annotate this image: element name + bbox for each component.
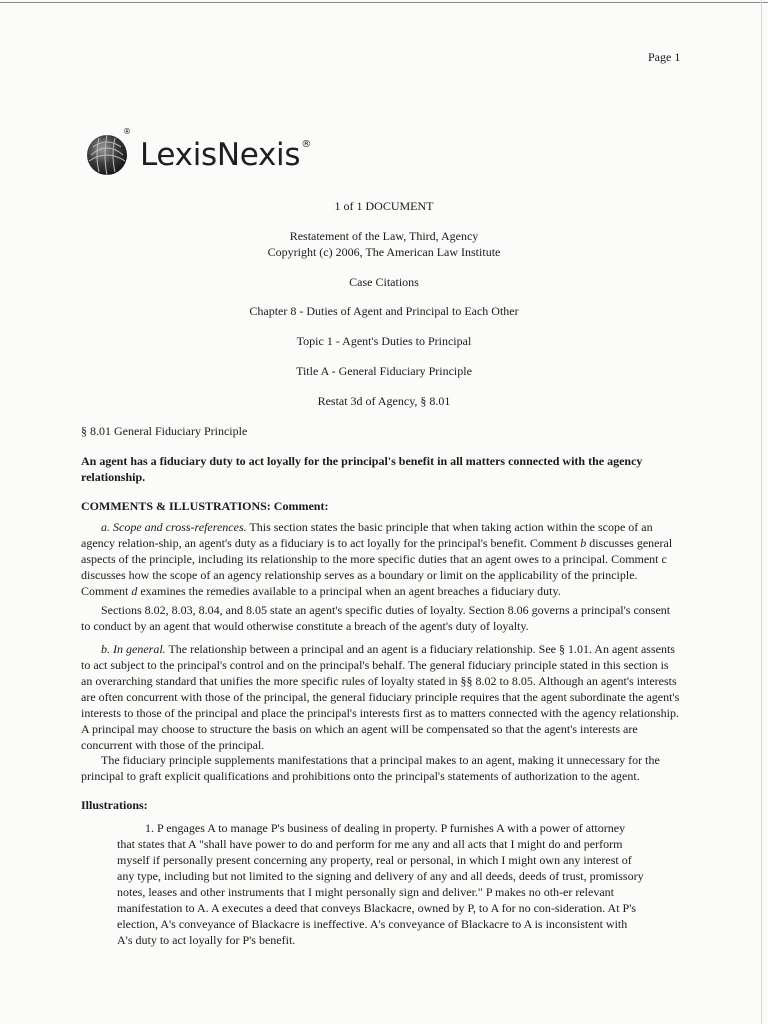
illustrations-heading: Illustrations: [81, 798, 148, 812]
restatement-citation: Restat 3d of Agency, § 8.01 [317, 394, 451, 408]
copyright-line: Copyright (c) 2006, The American Law Institute [267, 245, 501, 259]
publication-block [0, 228, 768, 260]
document-count: 1 of 1 DOCUMENT [334, 199, 434, 213]
black-letter-rule: An agent has a fiduciary duty to act loyally for the principal's benefit in all matters connected with the agency relationship. [81, 454, 643, 484]
title-heading: Title A - General Fiduciary Principle [296, 364, 472, 378]
topic-heading: Topic 1 - Agent's Duties to Principal [296, 334, 472, 348]
logo-wordmark: LexisNexis [140, 137, 301, 173]
comment-b-text: The relationship between a principal and an agent is a fiduciary relationship. See § 1.01. An agent assents to act subject to the principal's control and on the principal's behalf. The general fiduciary principle stated in this section is an overarching standard that unifies the more specific rules of loyalty stated in §§ 8.02 to 8.05. Although an agent's interests are often concurrent with those of the principal, the general fiduciary principle requires that the agent subordinate the agent's interests to those of the principal and place the principal's interests first as to matters connected with the agency relationship. A principal may choose to structure the basis on which an agent will be compensated so that the agent's interests are concurrent with those of the principal. [81, 642, 680, 752]
comment-b-label: b. In general. [101, 642, 166, 656]
comment-b-ref: b [580, 536, 587, 550]
comment-b-paragraph [81, 641, 681, 753]
comments-heading: COMMENTS & ILLUSTRATIONS: Comment: [81, 499, 329, 513]
publication-title: Restatement of the Law, Third, Agency [289, 229, 479, 243]
right-border-line [761, 0, 762, 1024]
comment-a-paragraph [81, 519, 681, 599]
illustration-1: 1. P engages A to manage P's business of dealing in property. P furnishes A with a power of attorney that states that A "shall have power to do and perform for me any and all acts that I might do and perform myself if personally present concerning any property, real or personal, in which I might own any interest of any type, including but not limited to the signing and delivery of any and all deeds, deeds of trust, promissory notes, leases and other instruments that I might personally sign and deliver." P makes no oth-er relevant manifestation to A. A executes a deed that conveys Blackacre, owned by P, to A for no con-sideration. At P's election, A's conveyance of Blackacre is ineffective. A's conveyance of Blackacre to A is inconsistent with A's duty to act loyally for P's benefit. [117, 821, 644, 947]
top-border-line [0, 2, 768, 3]
case-citations-heading: Case Citations [349, 275, 419, 289]
sections-paragraph: Sections 8.02, 8.03, 8.04, and 8.05 state an agent's specific duties of loyalty. Section 8.06 governs a principal's consent to conduct by an agent that would otherwise constitute a breach of the agent's duty of loyalty. [81, 603, 671, 633]
lexisnexis-logo [85, 127, 311, 177]
comment-a-text-3: examines the remedies available to a principal when an agent breaches a fiduciary duty. [137, 584, 561, 598]
logo-registered-mark-small: ® [123, 127, 131, 136]
page-number: Page 1 [648, 50, 681, 64]
logo-registered-mark: ® [301, 139, 312, 150]
chapter-heading: Chapter 8 - Duties of Agent and Principal to Each Other [249, 304, 519, 318]
supplement-paragraph: The fiduciary principle supplements manifestations that a principal makes to an agent, making it unnecessary for the principal to graft explicit qualifications and prohibitions onto the principal's statements of authorization to the agent. [81, 753, 660, 783]
globe-logo-icon [85, 133, 129, 177]
section-title: § 8.01 General Fiduciary Principle [81, 424, 248, 438]
comment-a-label: a. Scope and cross-references. [101, 520, 247, 534]
comment-d-ref: d [131, 584, 138, 598]
comment-a-text-1: This section states the basic principle that when taking action within the scope of an agency relation-ship, an agent's duty as a fiduciary is to act loyally for the principal's benefit. Comment [81, 520, 653, 550]
comment-a-text-2: discusses general aspects of the principle, including its relationship to the more specific duties that an agent owes to a principal. Comment c discusses how the scope of an agency relationship serves as a boundary or limit on the applicability of the principle. Comment [81, 536, 673, 598]
